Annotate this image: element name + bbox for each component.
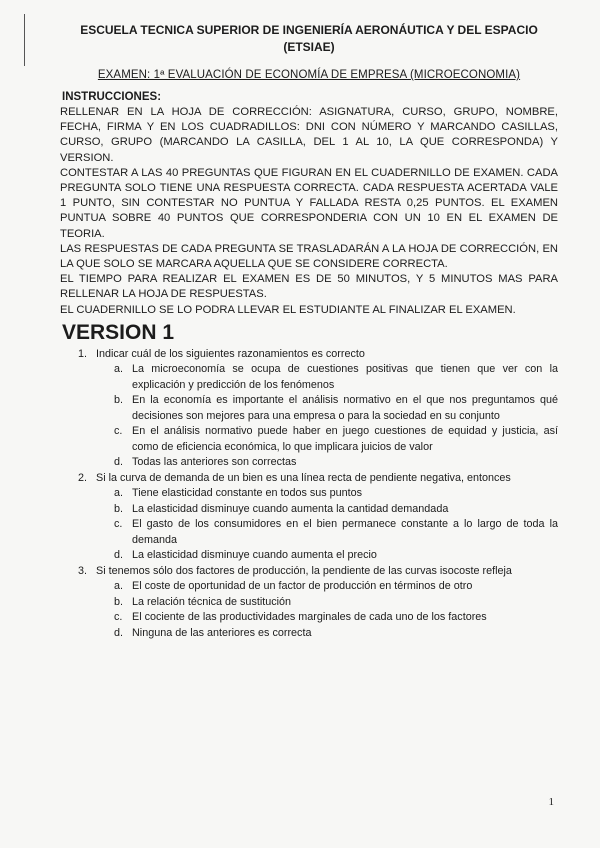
exam-page	[60, 22, 558, 641]
instruction-paragraph: EL CUADERNILLO SE LO PODRA LLEVAR EL ESTUDIANTE AL FINALIZAR EL EXAMEN.	[60, 303, 516, 316]
option-text: La microeconomía se ocupa de cuestiones positivas que tienen que ver con la explicación y predicción de los fenómenos	[132, 363, 558, 391]
question	[60, 564, 558, 642]
version-heading: VERSION 1	[62, 320, 175, 344]
option-text: Ninguna de las anteriores es correcta	[132, 626, 312, 639]
option	[60, 486, 558, 502]
option-list	[60, 362, 558, 471]
question-text: Si la curva de demanda de un bien es una línea recta de pendiente negativa, entonces	[96, 471, 511, 484]
option-text: La elasticidad disminuye cuando aumenta la cantidad demandada	[132, 502, 449, 515]
option	[60, 626, 558, 642]
option-list	[60, 579, 558, 641]
option-text: El coste de oportunidad de un factor de producción en términos de otro	[132, 580, 473, 593]
option-letter: a.	[114, 580, 124, 593]
option-letter: a.	[114, 487, 124, 500]
school-acronym: (ETSIAE)	[283, 40, 335, 54]
option	[60, 610, 558, 626]
option-text: La relación técnica de sustitución	[132, 595, 292, 608]
instruction-paragraph: LAS RESPUESTAS DE CADA PREGUNTA SE TRASLADARÁN A LA HOJA DE CORRECCIÓN, EN LA QUE SOLO SE MARCARA AQUELLA QUE SE CONSIDERE CORRECTA.	[60, 242, 558, 271]
school-name: ESCUELA TECNICA SUPERIOR DE INGENIERÍA AERONÁUTICA Y DEL ESPACIO	[80, 23, 538, 37]
question-number: 1.	[78, 347, 88, 360]
option-text: Todas las anteriores son correctas	[132, 456, 297, 469]
option-letter: c.	[114, 425, 123, 438]
option-text: En la economía es importante el análisis normativo en el que nos preguntamos qué decisiones son mejores para una empresa o para la sociedad en su conjunto	[132, 394, 558, 422]
question-text: Si tenemos sólo dos factores de producción, la pendiente de las curvas isocoste refleja	[96, 564, 512, 577]
option-list	[60, 486, 558, 564]
margin-line	[24, 14, 25, 66]
option	[60, 517, 558, 548]
option-letter: d.	[114, 626, 124, 639]
option-letter: d.	[114, 456, 124, 469]
option-letter: a.	[114, 363, 124, 376]
question-stem	[60, 347, 558, 363]
option	[60, 548, 558, 564]
option	[60, 595, 558, 611]
page-number: 1	[548, 796, 554, 808]
question-list	[60, 347, 558, 642]
option-text: El cociente de las productividades marginales de cada uno de los factores	[132, 611, 487, 624]
option-letter: b.	[114, 394, 124, 407]
option	[60, 579, 558, 595]
option	[60, 502, 558, 518]
option-text: Tiene elasticidad constante en todos sus puntos	[132, 487, 363, 500]
option	[60, 362, 558, 393]
question-stem	[60, 564, 558, 580]
option	[60, 393, 558, 424]
option-letter: d.	[114, 549, 124, 562]
question-text: Indicar cuál de los siguientes razonamientos es correcto	[96, 347, 365, 360]
instruction-paragraph: RELLENAR EN LA HOJA DE CORRECCIÓN: ASIGNATURA, CURSO, GRUPO, NOMBRE, FECHA, FIRMA Y EN LOS CUADRADILLOS: DNI CON NÚMERO Y MARCANDO CASILLAS, CURSO, GRUPO (MARCANDO LA CASILLA, DEL 1 AL 10, LA QUE CORRESPONDA) Y VERSION.	[60, 106, 558, 164]
exam-title: EXAMEN: 1ª EVALUACIÓN DE ECONOMÍA DE EMPRESA (MICROECONOMIA)	[97, 69, 521, 81]
instructions-heading: INSTRUCCIONES:	[62, 91, 162, 103]
option-text: La elasticidad disminuye cuando aumenta el precio	[132, 549, 377, 562]
option	[60, 424, 558, 455]
question	[60, 347, 558, 471]
option-letter: c.	[114, 611, 123, 624]
option-text: En el análisis normativo puede haber en juego cuestiones de equidad y justicia, así como de eficiencia económica, lo que implicara juicios de valor	[132, 425, 558, 453]
option-letter: c.	[114, 518, 123, 531]
instruction-paragraph: CONTESTAR A LAS 40 PREGUNTAS QUE FIGURAN EN EL CUADERNILLO DE EXAMEN. CADA PREGUNTA SOLO TIENE UNA RESPUESTA CORRECTA. CADA RESPUESTA ACERTADA VALE 1 PUNTO, SIN CONTESTAR NO PUNTUA Y FALLADA RESTA 0,25 PUNTOS. EL EXAMEN PUNTUA SOBRE 40 PUNTOS QUE CORRESPONDERIA CON UN 10 EN EL EXAMEN DE TEORIA.	[60, 166, 558, 240]
question-stem	[60, 471, 558, 487]
question	[60, 471, 558, 564]
option-letter: b.	[114, 502, 124, 515]
option-text: El gasto de los consumidores en el bien permanece constante a lo largo de toda la demanda	[132, 518, 558, 546]
instruction-paragraph: EL TIEMPO PARA REALIZAR EL EXAMEN ES DE 50 MINUTOS, Y 5 MINUTOS MAS PARA RELLENAR LA HOJA DE RESPUESTAS.	[60, 273, 558, 301]
question-number: 3.	[78, 564, 88, 577]
question-number: 2.	[78, 471, 88, 484]
option	[60, 455, 558, 471]
option-letter: b.	[114, 595, 124, 608]
